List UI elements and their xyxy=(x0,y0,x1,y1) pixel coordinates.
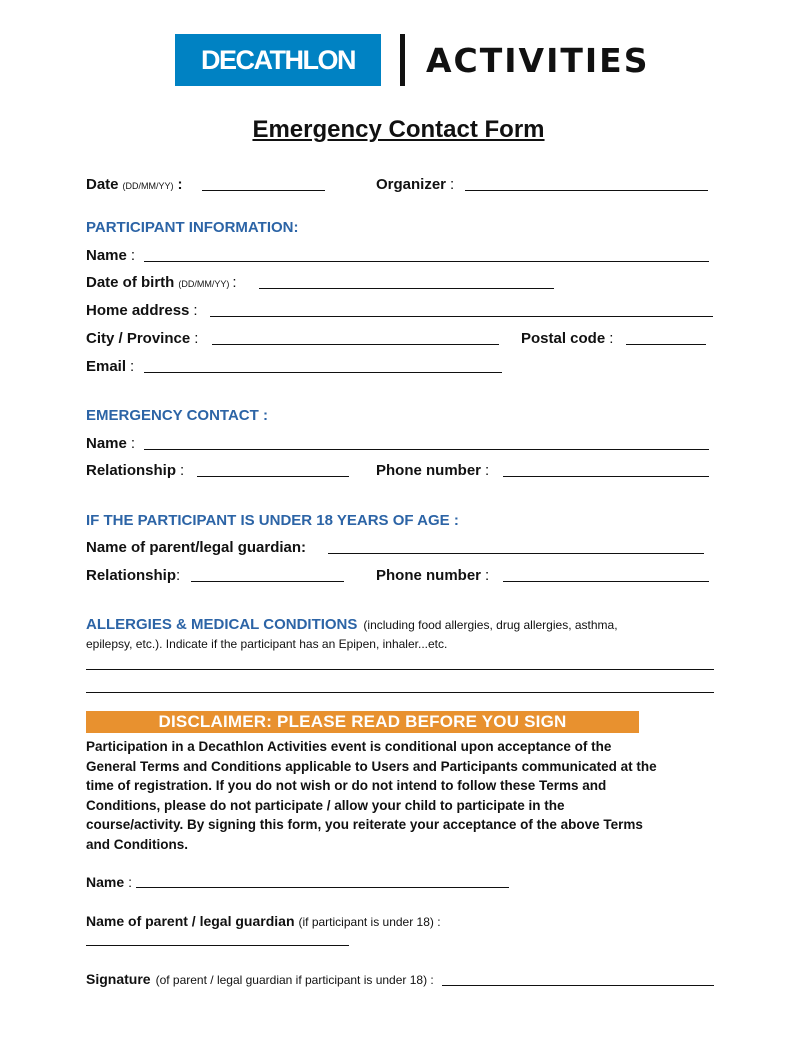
participant-name-label: Name xyxy=(86,247,127,264)
date-hint: (DD/MM/YY) xyxy=(122,181,174,191)
disclaimer-heading: DISCLAIMER: PLEASE READ BEFORE YOU SIGN xyxy=(158,712,567,731)
minor-phone-field: Phone number : xyxy=(376,567,490,584)
allergies-note-a: (including food allergies, drug allergies, asthma, xyxy=(363,618,618,632)
disclaimer-line: Participation in a Decathlon Activities event is conditional upon acceptance of the xyxy=(86,739,612,754)
postal-line[interactable] xyxy=(626,344,706,345)
date-field: Date (DD/MM/YY) : xyxy=(86,176,183,193)
guardian-line[interactable] xyxy=(328,553,704,554)
email-field: Email : xyxy=(86,358,135,375)
disclaimer-line: General Terms and Conditions applicable to Users and Participants communicated at the xyxy=(86,758,657,774)
dob-field: Date of birth (DD/MM/YY) : xyxy=(86,274,237,291)
signoff-name-field: Name : xyxy=(86,874,133,890)
postal-field: Postal code : xyxy=(521,330,614,347)
page-title: Emergency Contact Form xyxy=(252,116,545,143)
emergency-phone-label: Phone number xyxy=(376,462,482,479)
allergies-line-1[interactable] xyxy=(86,669,714,670)
signoff-name-label: Name xyxy=(86,874,125,890)
minor-phone-line[interactable] xyxy=(503,581,709,582)
emergency-relationship-field: Relationship : xyxy=(86,462,185,479)
disclaimer-line: course/activity. By signing this form, you reiterate your acceptance of the above Terms xyxy=(86,817,643,833)
signature-line[interactable] xyxy=(442,985,714,986)
signature-label: Signature xyxy=(86,971,151,987)
dob-hint: (DD/MM/YY) xyxy=(178,279,230,289)
guardian-label: Name of parent/legal guardian: xyxy=(86,539,307,556)
email-line[interactable] xyxy=(144,372,502,373)
minor-relationship-label: Relationship xyxy=(86,567,177,584)
logo-text: DECATHLON xyxy=(201,44,355,75)
address-label: Home address xyxy=(86,302,190,319)
organizer-label: Organizer xyxy=(376,176,447,193)
allergies-header xyxy=(86,616,618,633)
signoff-name-line[interactable] xyxy=(136,887,509,888)
minor-heading: IF THE PARTICIPANT IS UNDER 18 YEARS OF AGE : xyxy=(86,512,459,529)
city-label: City / Province xyxy=(86,330,191,347)
emergency-relationship-line[interactable] xyxy=(197,476,349,477)
allergies-line-2[interactable] xyxy=(86,692,714,693)
emergency-phone-field: Phone number : xyxy=(376,462,490,479)
organizer-field: Organizer : xyxy=(376,176,455,193)
activities-wordmark: ACTIVITIES xyxy=(426,41,650,80)
emergency-name-line[interactable] xyxy=(144,449,709,450)
minor-relationship-line[interactable] xyxy=(191,581,344,582)
participant-name-field: Name : xyxy=(86,247,136,264)
signature-field xyxy=(86,971,434,987)
emergency-name-label: Name xyxy=(86,435,127,452)
emergency-phone-line[interactable] xyxy=(503,476,709,477)
signature-hint: (of parent / legal guardian if participant is under 18) : xyxy=(155,973,434,987)
address-line[interactable] xyxy=(210,316,713,317)
signoff-guardian-hint: (if participant is under 18) : xyxy=(298,915,441,929)
postal-label: Postal code xyxy=(521,330,606,347)
disclaimer-line: and Conditions. xyxy=(86,836,188,852)
minor-relationship-field: Relationship : xyxy=(86,567,181,584)
disclaimer-banner xyxy=(86,711,639,733)
logo-divider xyxy=(400,34,405,86)
disclaimer-line: time of registration. If you do not wish or do not intend to follow these Terms and xyxy=(86,778,607,794)
emergency-relationship-label: Relationship xyxy=(86,462,177,479)
signoff-guardian-field xyxy=(86,913,441,929)
decathlon-logo xyxy=(175,34,381,86)
minor-phone-label: Phone number xyxy=(376,567,482,584)
participant-heading: PARTICIPANT INFORMATION: xyxy=(86,219,299,236)
disclaimer-line: Conditions, please do not participate / allow your child to participate in the xyxy=(86,797,565,813)
organizer-input-line[interactable] xyxy=(465,190,708,191)
dob-label: Date of birth xyxy=(86,274,175,291)
email-label: Email xyxy=(86,358,127,375)
city-field: City / Province : xyxy=(86,330,199,347)
date-label: Date xyxy=(86,176,119,193)
signoff-guardian-label: Name of parent / legal guardian xyxy=(86,913,295,929)
disclaimer-body xyxy=(86,737,726,855)
guardian-field xyxy=(86,539,306,556)
participant-name-line[interactable] xyxy=(144,261,709,262)
dob-line[interactable] xyxy=(259,288,554,289)
emergency-name-field: Name : xyxy=(86,435,136,452)
allergies-note-b: epilepsy, etc.). Indicate if the participant has an Epipen, inhaler...etc. xyxy=(86,637,448,651)
date-input-line[interactable] xyxy=(202,190,325,191)
address-field: Home address : xyxy=(86,302,198,319)
allergies-heading: ALLERGIES & MEDICAL CONDITIONS xyxy=(86,616,358,633)
city-line[interactable] xyxy=(212,344,499,345)
signoff-guardian-line[interactable] xyxy=(86,945,349,946)
emergency-heading: EMERGENCY CONTACT : xyxy=(86,407,268,424)
